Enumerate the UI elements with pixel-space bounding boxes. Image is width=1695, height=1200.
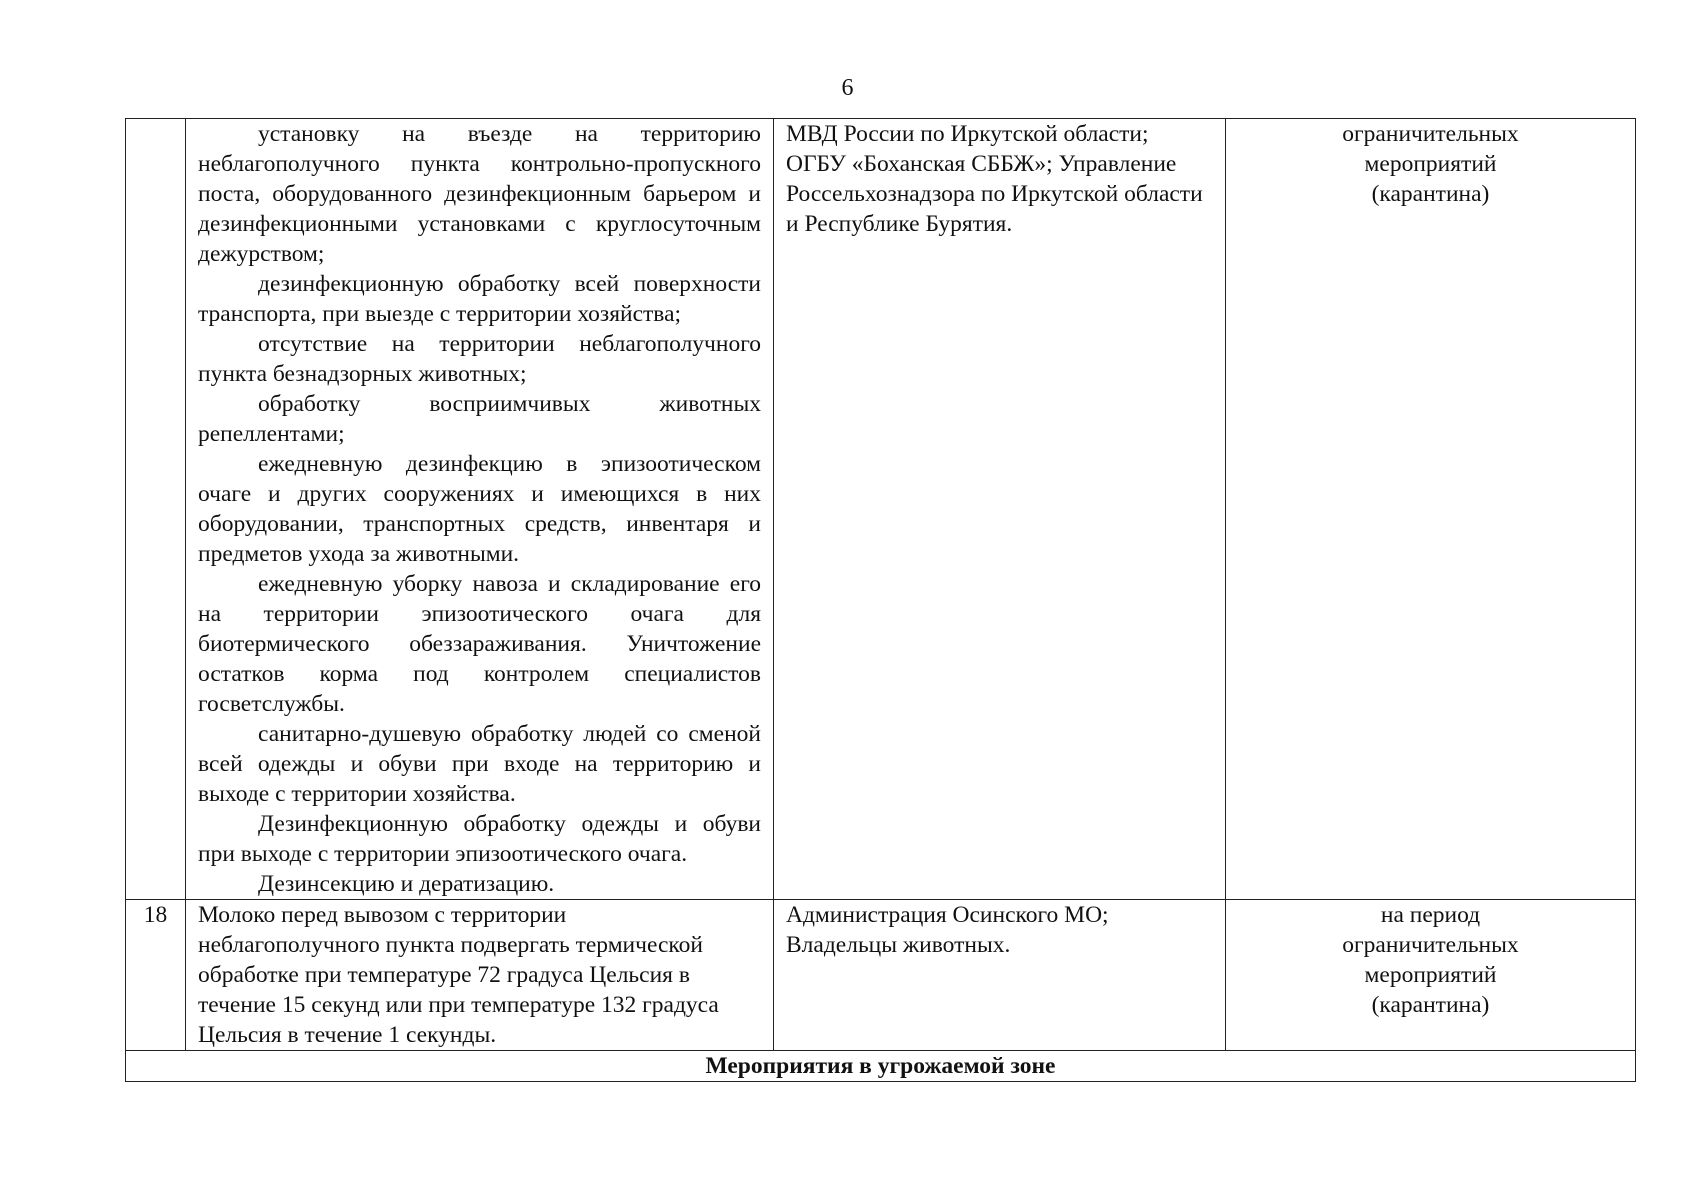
measure-item: ежедневную дезинфекцию в эпизоотическом очаге и других сооружениях и имеющихся в них оборудовании, транспортных средств, инвентаря и предметов ухода за животными. bbox=[198, 451, 761, 567]
term-line: мероприятий bbox=[1364, 151, 1497, 177]
measure-item: санитарно-душевую обработку людей со сменой всей одежды и обуви при входе на территорию и выходе с территории хозяйства. bbox=[198, 721, 761, 807]
section-title: Мероприятия в угрожаемой зоне bbox=[126, 1051, 1636, 1082]
measure-item: дезинфекционную обработку всей поверхности транспорта, при выезде с территории хозяйства; bbox=[198, 271, 761, 327]
term-cell bbox=[1226, 900, 1636, 1051]
responsible-line: Владельцы животных. bbox=[786, 932, 1011, 958]
section-row bbox=[126, 1051, 1636, 1082]
measure-item: Дезинсекцию и дератизацию. bbox=[258, 871, 555, 897]
term-cell bbox=[1226, 119, 1636, 900]
measure-item: ежедневную уборку навоза и складирование его на территории эпизоотического очага для биотермического обеззараживания. Уничтожение остатков корма под контролем специалистов госветслужбы. bbox=[198, 571, 761, 717]
term-line: (карантина) bbox=[1371, 181, 1490, 207]
measure-line: неблагополучного пункта подвергать термической bbox=[198, 932, 703, 958]
measure-item: установку на въезде на территорию неблагополучного пункта контрольно-пропускного поста, оборудованного дезинфекционным барьером и дезинфекционными установками с круглосуточным дежурством; bbox=[198, 121, 761, 267]
row-number bbox=[126, 119, 186, 900]
measures-cell bbox=[186, 119, 774, 900]
term-line: на период bbox=[1380, 902, 1481, 928]
measure-item: отсутствие на территории неблагополучного пункта безнадзорных животных; bbox=[198, 331, 761, 387]
row-number: 18 bbox=[126, 900, 186, 1051]
measure-item: обработку восприимчивых животных репеллентами; bbox=[198, 391, 761, 447]
responsible-cell bbox=[774, 900, 1226, 1051]
table-row bbox=[126, 900, 1636, 1051]
measure-line: течение 15 секунд или при температуре 132 градуса bbox=[198, 992, 719, 1018]
page-number: 6 bbox=[841, 75, 854, 101]
responsible-cell: МВД России по Иркутской области; ОГБУ «Боханская СББЖ»; Управление Россельхознадзора по Иркутской области и Республике Бурятия. bbox=[774, 119, 1226, 900]
measure-line: Цельсия в течение 1 секунды. bbox=[198, 1022, 497, 1048]
measures-cell bbox=[186, 900, 774, 1051]
table-row bbox=[126, 119, 1636, 900]
measures-table bbox=[125, 118, 1636, 1082]
term-line: (карантина) bbox=[1371, 992, 1490, 1018]
responsible-line: Администрация Осинского МО; bbox=[786, 902, 1109, 928]
measure-line: обработке при температуре 72 градуса Цельсия в bbox=[198, 962, 690, 988]
term-line: мероприятий bbox=[1364, 962, 1497, 988]
term-line: ограничительных bbox=[1342, 121, 1519, 147]
measure-item: Дезинфекционную обработку одежды и обуви при выходе с территории эпизоотического очага. bbox=[198, 811, 761, 867]
term-line: ограничительных bbox=[1342, 932, 1519, 958]
measure-line: Молоко перед вывозом с территории bbox=[198, 902, 567, 928]
